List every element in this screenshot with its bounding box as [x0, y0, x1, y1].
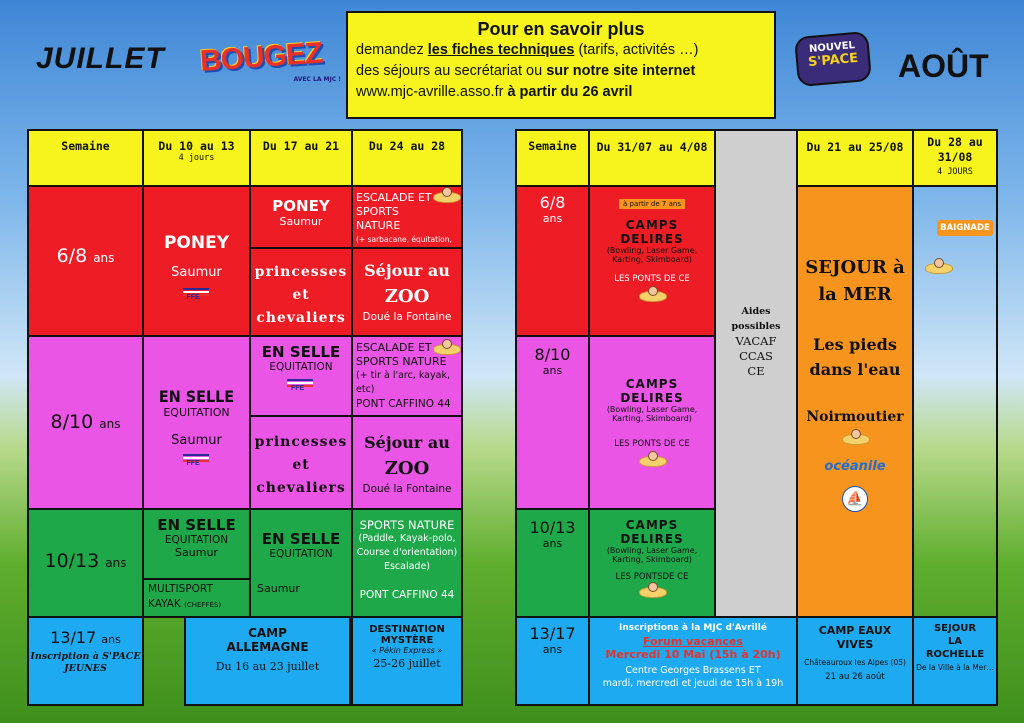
aout-baignade-column: [912, 185, 998, 618]
july-age-10-13: 10/13 ans: [27, 508, 144, 618]
ce-label: CE: [747, 364, 765, 378]
ffe-icon: FFE: [183, 286, 211, 302]
ponts-ce-label: LES PONTS DE CE: [614, 274, 690, 284]
swim-icon: [639, 582, 665, 598]
kayak-label: KAYAK (CHEFFES): [148, 598, 222, 610]
poney-small-title: PONEY: [272, 197, 330, 215]
july-zoo-1[interactable]: [351, 247, 463, 337]
princesses-label: princesses et chevaliers: [254, 264, 348, 326]
july-sports-nature[interactable]: [351, 508, 463, 618]
multisport-label: MULTISPORT: [148, 583, 213, 595]
nouvel-space-logo: [794, 31, 872, 87]
princesses-label: princesses et chevaliers: [254, 434, 348, 496]
july-en-selle-3[interactable]: [142, 508, 251, 580]
july-week2-header: Du 17 au 21: [249, 129, 353, 187]
pieds-line-2: dans l'eau: [809, 360, 901, 379]
july-princesses-2[interactable]: [249, 415, 353, 510]
equitation-label: EQUITATION: [164, 534, 229, 546]
camps-note: (Bowling, Laser Game, Karting, Skimboard): [606, 405, 698, 423]
camps-note: (Bowling, Laser Game, Karting, Skimboard): [606, 546, 698, 564]
aout-week3-header: Du 21 au 25/08: [796, 129, 914, 187]
zoo-line-1: Séjour au: [364, 433, 450, 452]
bougez-logo: [198, 36, 345, 90]
escalade-title: ESCALADE ET SPORTS NATURE: [356, 341, 447, 368]
aout-camp-eaux-vives[interactable]: [796, 616, 914, 706]
aout-title: AOÛT: [898, 48, 989, 84]
aides-text: [716, 304, 796, 379]
camps-line-2: DELIRES: [620, 391, 684, 405]
nouvel-logo-bottom: S'PACE: [807, 50, 859, 71]
eaux-line-2: VIVES: [836, 638, 874, 651]
aout-week1-header: Du 31/07 au 4/08: [588, 129, 716, 187]
camps-note: (Bowling, Laser Game, Karting, Skimboard): [606, 246, 698, 264]
pont-caffino-label: PONT CAFFINO 44: [359, 589, 455, 601]
july-poney-saumur[interactable]: [142, 185, 251, 337]
july-escalade-1[interactable]: [351, 185, 463, 249]
aout-semaine-header: Semaine: [515, 129, 590, 187]
sports-nature-note: (Paddle, Kayak-polo, Course d'orientation) Escalade): [356, 533, 458, 572]
info-line-3: www.mjc-avrille.asso.fr à partir du 26 avril: [356, 84, 633, 100]
zoo-line-1: Séjour au: [364, 261, 450, 280]
sejour-mer-line-2: la MER: [818, 284, 892, 305]
poney-title: PONEY: [163, 233, 230, 253]
aout-sejour-mer[interactable]: [796, 185, 914, 618]
swim-icon: [433, 187, 459, 203]
eaux-place: Châteauroux les Alpes (05): [804, 658, 906, 667]
website-link[interactable]: www.mjc-avrille.asso.fr: [356, 84, 508, 100]
forum-date: Mercredi 10 Mai (15h à 20h): [605, 648, 781, 661]
en-selle-title: EN SELLE: [157, 516, 236, 534]
saumur-label: Saumur: [171, 265, 222, 280]
swim-icon: [842, 429, 868, 445]
camps-line-1: CAMPS: [625, 377, 679, 391]
destination-line-2: MYSTÈRE: [380, 635, 434, 646]
july-week1-header: Du 10 au 13 4 jours: [142, 129, 251, 187]
ffe-icon: FFE: [287, 377, 315, 393]
spacejeunes-note: Inscription à S'PACE JEUNES: [30, 651, 141, 674]
sports-nature-title: SPORTS NATURE: [359, 518, 455, 532]
camp-allemagne-line-2: ALLEMAGNE: [226, 640, 309, 654]
eaux-line-1: CAMP EAUX: [818, 624, 892, 637]
aout-age-6-8: 6/8 ans: [515, 185, 590, 337]
july-age-6-8: 6/8 ans: [27, 185, 144, 337]
swim-icon: [433, 339, 459, 355]
zoo-line-2: ZOO: [384, 286, 430, 307]
swim-icon: [925, 258, 951, 274]
doue-label: Doué la Fontaine: [362, 311, 452, 323]
destination-dates: 25-26 juillet: [373, 657, 441, 670]
aides-line-2: possibles: [731, 321, 781, 332]
centre-label: Centre Georges Brassens ET: [625, 665, 761, 676]
camp-allemagne-dates: Du 16 au 23 juillet: [215, 660, 320, 673]
july-age-8-10: 8/10 ans: [27, 335, 144, 510]
en-selle-title: EN SELLE: [158, 387, 235, 406]
oceanile-logo: océanile: [824, 459, 886, 474]
rochelle-line-3: ROCHELLE: [925, 649, 985, 660]
aides-line-1: Aides: [741, 306, 771, 317]
noirmoutier-label: Noirmoutier: [806, 409, 904, 425]
escalade-title: ESCALADE ET SPORTS NATURE: [356, 191, 432, 232]
escalade-note: (+ sarbacane, équitation,: [356, 235, 452, 244]
saumur-label: Saumur: [171, 433, 222, 448]
july-en-selle-2[interactable]: [249, 335, 353, 417]
pieds-line-1: Les pieds: [813, 335, 897, 354]
july-escalade-2[interactable]: [351, 335, 463, 417]
ponts-ce-label: LES PONTSDE CE: [615, 572, 689, 582]
july-zoo-2[interactable]: [351, 415, 463, 510]
aout-camps-delires-1[interactable]: [588, 185, 716, 337]
nouvel-logo-top: NOUVEL: [808, 40, 856, 56]
en-selle-title: EN SELLE: [261, 530, 341, 548]
aout-sejour-rochelle[interactable]: [912, 616, 998, 706]
info-box: [346, 11, 776, 119]
july-princesses-1[interactable]: [249, 247, 353, 337]
saumur-label: Saumur: [257, 582, 300, 595]
zoo-line-2: ZOO: [384, 458, 430, 479]
camp-allemagne-line-1: CAMP: [248, 626, 287, 640]
sejour-mer-line-1: SEJOUR à: [805, 257, 905, 278]
info-line-2: des séjours au secrétariat ou sur notre site internet: [356, 63, 696, 79]
aout-camps-delires-3[interactable]: [588, 508, 716, 618]
doue-label: Doué la Fontaine: [362, 483, 452, 495]
pont-caffino-label: PONT CAFFINO 44: [356, 398, 451, 410]
destination-line-1: DESTINATION: [369, 624, 445, 635]
camps-line-2: DELIRES: [620, 532, 684, 546]
en-selle-title: EN SELLE: [261, 343, 341, 361]
july-destination-mystere[interactable]: [351, 616, 463, 706]
equitation-label: EQUITATION: [269, 361, 333, 373]
july-semaine-header: Semaine: [27, 129, 144, 187]
swim-icon: [639, 286, 665, 302]
baignade-badge: BAIGNADE: [937, 220, 993, 236]
camps-line-1: CAMPS: [625, 218, 679, 232]
a-partir-badge: à partir de 7 ans: [619, 199, 685, 209]
july-age-13-17: 13/17 ans Inscription à S'PACE JEUNES: [27, 616, 144, 706]
aout-age-10-13: 10/13 ans: [515, 508, 590, 618]
juillet-title: JUILLET: [36, 42, 165, 75]
bougez-logo-sub: AVEC LA MJC !: [293, 76, 341, 83]
inscriptions-title: Inscriptions à la MJC d'Avrillé: [619, 623, 767, 633]
rochelle-line-2: LA: [947, 636, 963, 647]
aout-week4-header: Du 28 au 31/08 4 JOURS: [912, 129, 998, 187]
escalade-note: (+ tir à l'arc, kayak, etc): [356, 370, 450, 395]
aout-camps-delires-2[interactable]: [588, 335, 716, 510]
rochelle-note: De la Ville à la Mer…: [916, 663, 994, 672]
forum-title: Forum vacances: [642, 635, 744, 648]
july-multisport[interactable]: [142, 578, 251, 618]
saumur-small: Saumur: [279, 215, 323, 228]
july-en-selle-4[interactable]: [249, 508, 353, 618]
info-title: Pour en savoir plus: [477, 19, 645, 39]
aout-age-8-10: 8/10 ans: [515, 335, 590, 510]
camps-line-2: DELIRES: [620, 232, 684, 246]
sailboat-icon: ⛵: [842, 486, 868, 512]
ponts-ce-label: LES PONTS DE CE: [614, 439, 690, 449]
vacaf-label: VACAF: [735, 334, 777, 348]
july-en-selle-1[interactable]: [142, 335, 251, 510]
swim-icon: [639, 451, 665, 467]
july-week3-header: Du 24 au 28: [351, 129, 463, 187]
equitation-label: EQUITATION: [163, 406, 230, 419]
july-camp-allemagne[interactable]: [184, 616, 351, 706]
equitation-label: EQUITATION: [269, 548, 333, 560]
horaires-label: mardi, mercredi et jeudi de 15h à 19h: [602, 678, 784, 689]
camps-line-1: CAMPS: [625, 518, 679, 532]
ffe-icon: FFE: [183, 452, 211, 468]
aout-age-13-17: 13/17 ans: [515, 616, 590, 706]
eaux-dates: 21 au 26 août: [825, 672, 885, 682]
info-line-1: demandez les fiches techniques (tarifs, activités …): [356, 42, 699, 58]
saumur-label: Saumur: [175, 546, 218, 559]
july-poney-small[interactable]: [249, 185, 353, 249]
bougez-logo-text: BOUGEZ: [198, 36, 324, 79]
ccas-label: CCAS: [739, 349, 773, 363]
rochelle-line-1: SEJOUR: [933, 623, 977, 634]
pekin-label: « Pékin Express »: [371, 646, 443, 655]
aout-inscriptions[interactable]: [588, 616, 798, 706]
